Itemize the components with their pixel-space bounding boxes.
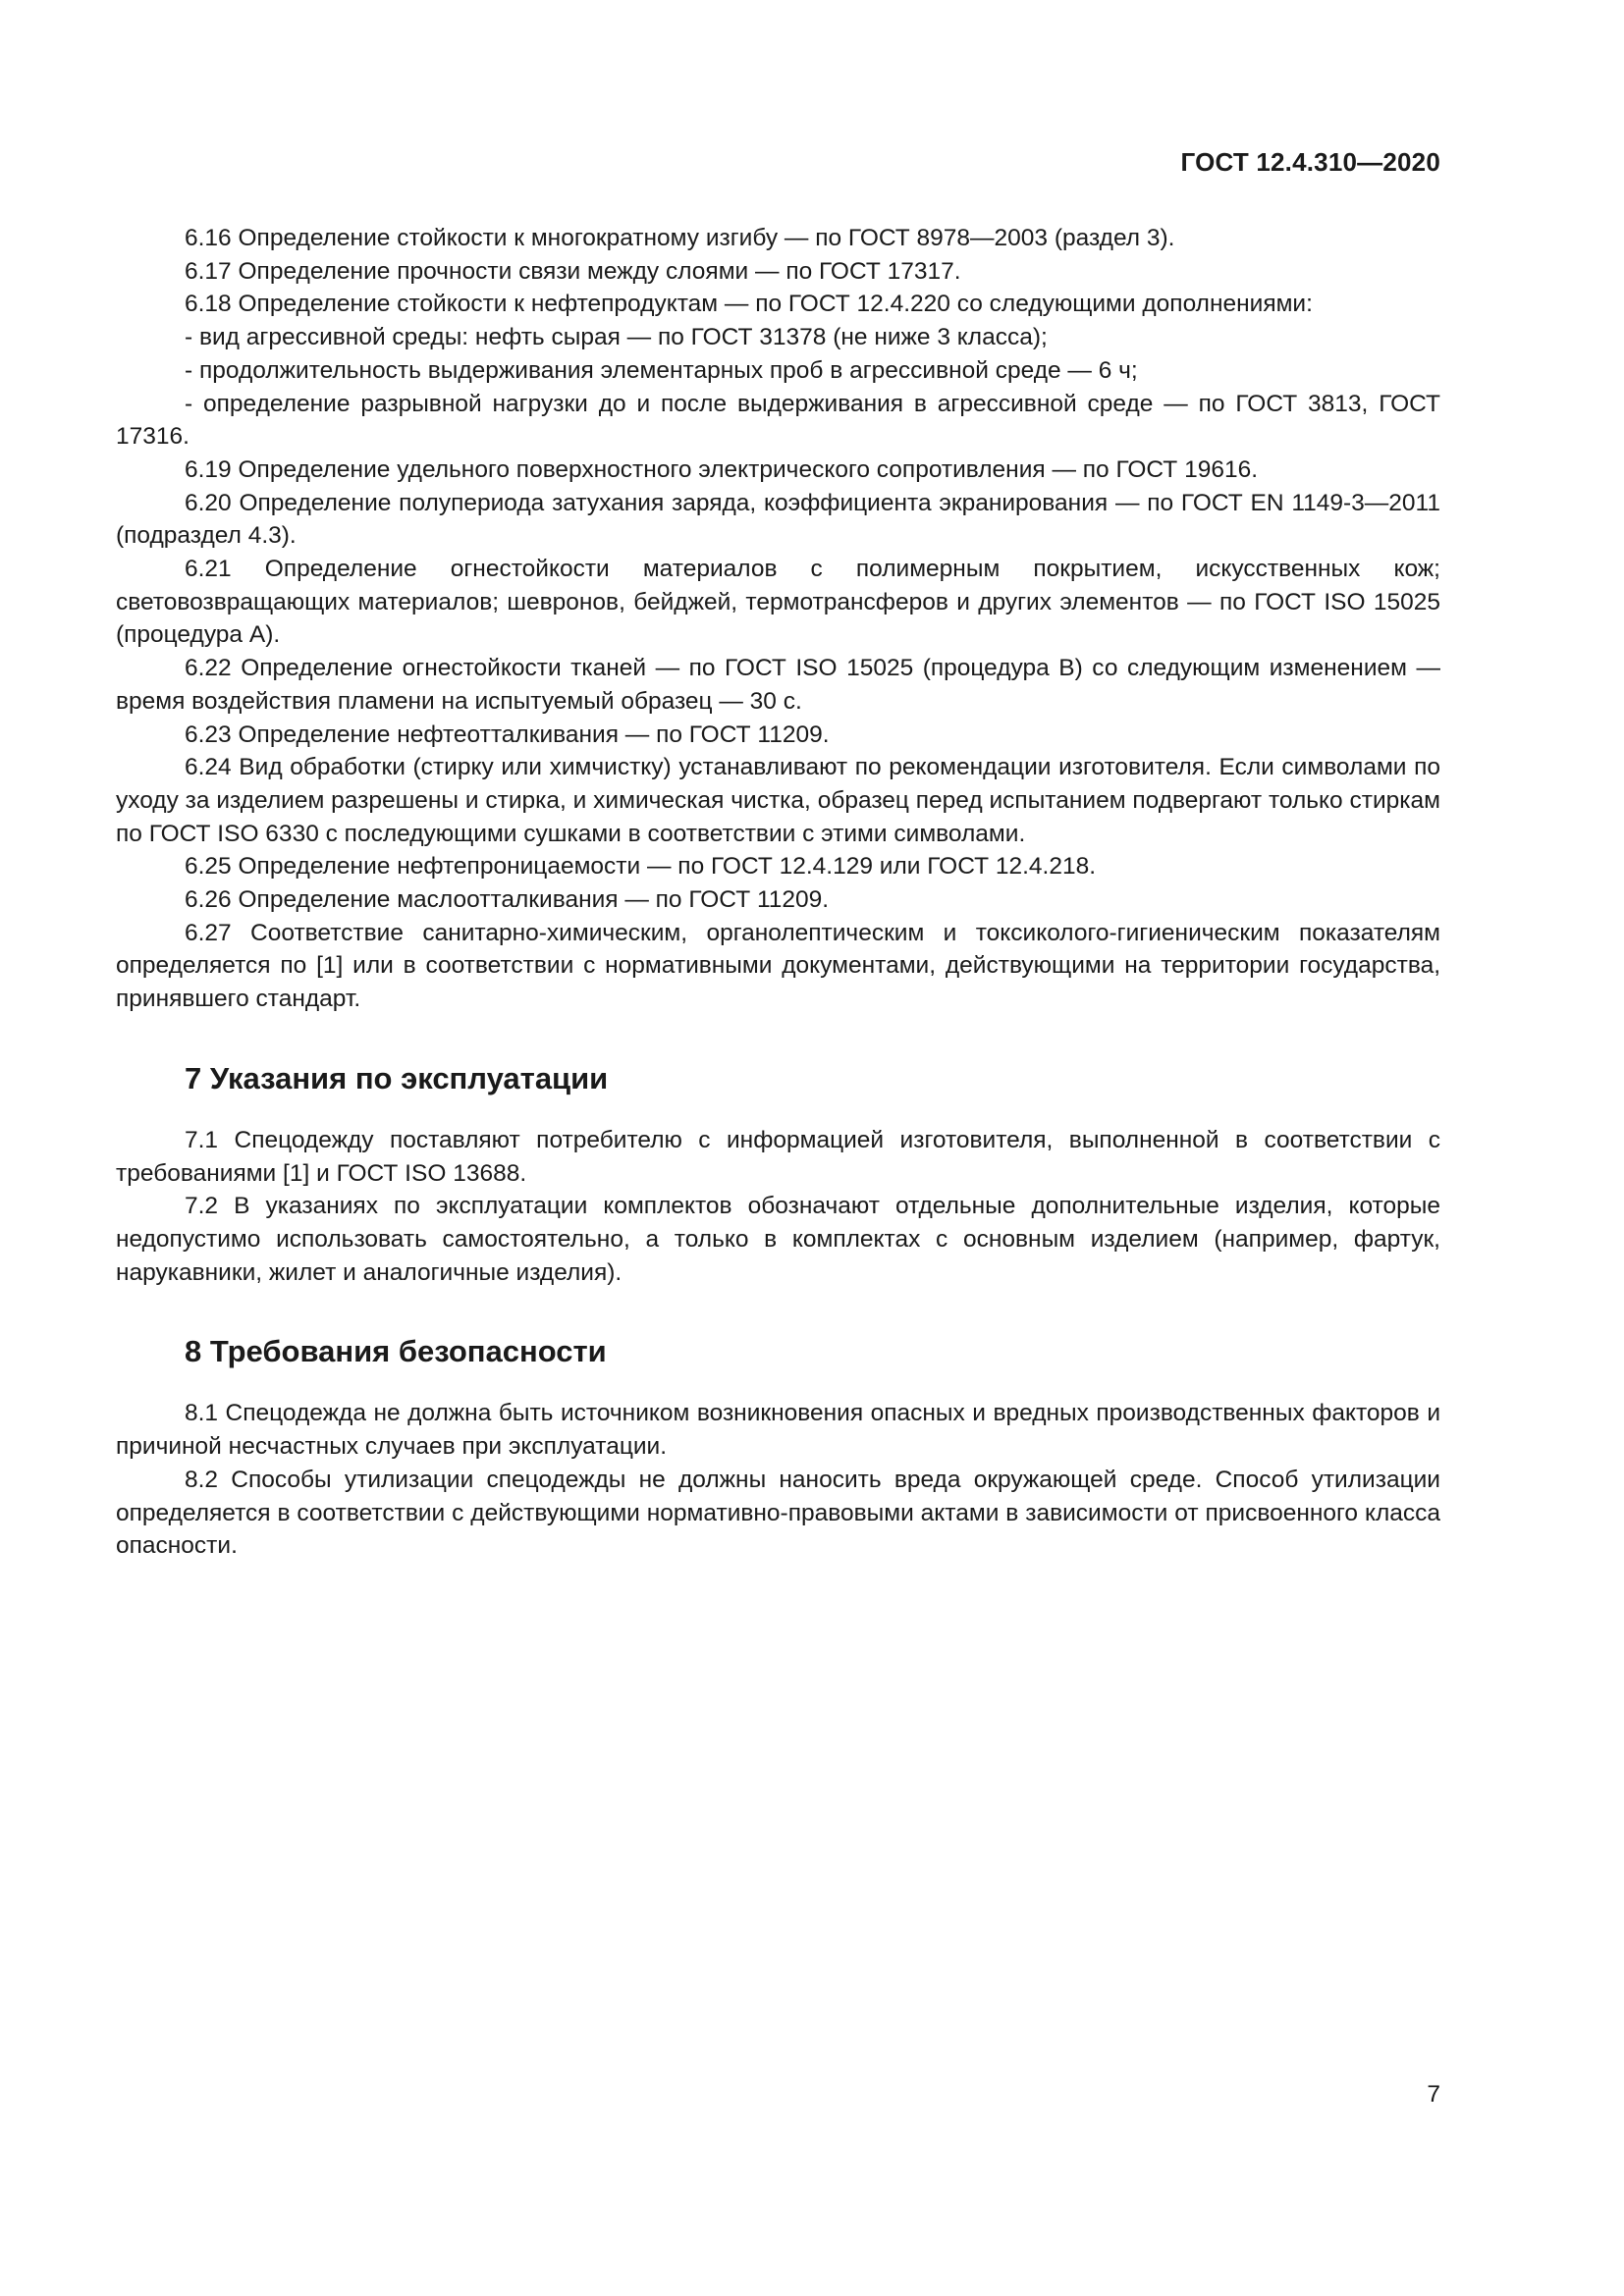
paragraph-6-17: 6.17 Определение прочности связи между слоями — по ГОСТ 17317.	[185, 257, 961, 285]
paragraph-7-1: 7.1 Спецодежду поставляют потребителю с информацией изготовителя, выполненной в соответствии с требованиями [1] и ГОСТ ISO 13688.	[116, 1126, 1440, 1187]
paragraph-6-25: 6.25 Определение нефтепроницаемости — по ГОСТ 12.4.129 или ГОСТ 12.4.218.	[185, 853, 1097, 881]
paragraph-6-20: 6.20 Определение полупериода затухания заряда, коэффициента экранирования — по ГОСТ EN 1149-3—2011 (подраздел 4.3).	[116, 489, 1440, 550]
paragraph-6-22: 6.22 Определение огнестойкости тканей — по ГОСТ ISO 15025 (процедура В) со следующим изменением — время воздействия пламени на испытуемый образец — 30 с.	[116, 655, 1440, 715]
paragraph-6-21: 6.21 Определение огнестойкости материалов с полимерным покрытием, искусственных кож; световозвращающих материалов; шевронов, бейджей, термотрансферов и других элементов — по ГОСТ ISO 15025 (процедура А).	[116, 556, 1440, 649]
paragraph-6-19: 6.19 Определение удельного поверхностного электрического сопротивления — по ГОСТ 19616.	[185, 455, 1259, 483]
paragraph-6-23: 6.23 Определение нефтеотталкивания — по ГОСТ 11209.	[185, 721, 830, 748]
paragraph-6-26: 6.26 Определение маслоотталкивания — по ГОСТ 11209.	[185, 886, 830, 914]
paragraph-6-27: 6.27 Соответствие санитарно-химическим, органолептическим и токсиколого-гигиеническим показателям определяется по [1] или в соответствии с нормативными документами, действующими на территории государства, принявшего стандарт.	[116, 919, 1440, 1013]
page-number: 7	[1427, 2081, 1440, 2108]
section-8-title: 8 Требования безопасности	[185, 1334, 607, 1369]
paragraph-6-24: 6.24 Вид обработки (стирку или химчистку) устанавливают по рекомендации изготовителя. Если символами по уходу за изделием разрешены и стирка, и химическая чистка, образец перед испытанием подвергают только стиркам по ГОСТ ISO 6330 с последующими сушками в соответствии с этими символами.	[116, 754, 1440, 847]
bullet-aggressive-medium: - вид агрессивной среды: нефть сырая — по ГОСТ 31378 (не ниже 3 класса);	[185, 324, 1048, 351]
bullet-duration: - продолжительность выдерживания элементарных проб в агрессивной среде — 6 ч;	[185, 356, 1138, 384]
bullet-breaking-load: - определение разрывной нагрузки до и после выдерживания в агрессивной среде — по ГОСТ 3813, ГОСТ 17316.	[116, 390, 1440, 451]
document-code-header: ГОСТ 12.4.310—2020	[1180, 147, 1440, 177]
paragraph-7-2: 7.2 В указаниях по эксплуатации комплектов обозначают отдельные дополнительные изделия, которые недопустимо использовать самостоятельно, а только в комплектах с основным изделием (например, фартук, нарукавники, жилет и аналогичные изделия).	[116, 1193, 1440, 1286]
paragraph-6-18: 6.18 Определение стойкости к нефтепродуктам — по ГОСТ 12.4.220 со следующими дополнениями:	[185, 291, 1313, 318]
section-7-title: 7 Указания по эксплуатации	[185, 1060, 609, 1095]
paragraph-6-16: 6.16 Определение стойкости к многократному изгибу — по ГОСТ 8978—2003 (раздел 3).	[185, 225, 1175, 251]
paragraph-8-1: 8.1 Спецодежда не должна быть источником возникновения опасных и вредных производственных факторов и причиной несчастных случаев при эксплуатации.	[116, 1400, 1440, 1461]
page-content	[116, 222, 1440, 1563]
paragraph-8-2: 8.2 Способы утилизации спецодежды не должны наносить вреда окружающей среде. Способ утилизации определяется в соответствии с действующими нормативно-правовыми актами в зависимости от присвоенного класса опасности.	[116, 1466, 1440, 1560]
